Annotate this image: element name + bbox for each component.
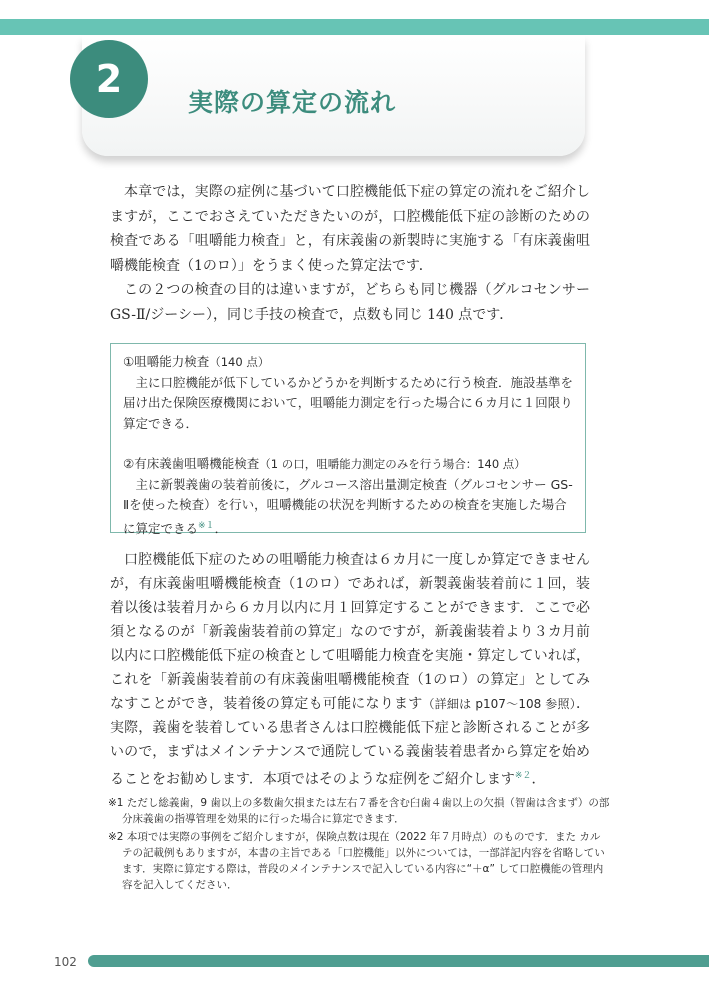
exam-item-1-heading bbox=[123, 352, 573, 373]
intro-section bbox=[110, 180, 590, 327]
chapter-title: 実際の算定の流れ bbox=[188, 88, 397, 117]
exam-item-2-end: ． bbox=[214, 520, 228, 536]
intro-paragraph-2: この２つの検査の目的は違いますが，どちらも同じ機器（グルコセンサー GS-Ⅱ/ジーシー），同じ手技の検査で，点数も同じ 140 点です． bbox=[110, 282, 590, 323]
exam-item-2-heading bbox=[123, 454, 573, 475]
bottom-band bbox=[88, 955, 709, 967]
page-number: 102 bbox=[54, 955, 77, 969]
box-spacer bbox=[123, 434, 573, 454]
main-paragraph-text-2: ．実際，義歯を装着している患者さんは口腔機能低下症と診断されることが多いので，まずはメインテナンスで通院している義歯装着患者から算定を始めることをお勧めします．本項ではそのような症例をご紹介します bbox=[110, 696, 590, 788]
main-paragraph-end: ． bbox=[531, 771, 546, 788]
exam-item-2-text: 主に新製義歯の装着前後に，グルコース溶出量測定検査（グルコセンサー GS-Ⅱを使った検査）を行い，咀嚼機能の状況を判断するための検査を実施した場合に算定できる bbox=[123, 476, 573, 536]
exam-item-1-description: 主に口腔機能が低下しているかどうかを判断するために行う検査．施設基準を届け出た保険医療機関において，咀嚼能力測定を行った場合に６カ月に１回限り算定できる． bbox=[123, 374, 574, 431]
intro-paragraph-1: 本章では，実際の症例に基づいて口腔機能低下症の算定の流れをご紹介しますが，ここでおさえていただきたいのが，口腔機能低下症の診断のための検査である「咀嚼能力検査」と，有床義歯の新製時に実施する「有床義歯咀嚼機能検査（1のロ）」をうまく使った算定法です． bbox=[110, 184, 590, 274]
exam-item-1-title: ①咀嚼能力検査 bbox=[123, 354, 210, 369]
exam-item-2-title: ②有床義歯咀嚼機能検査 bbox=[123, 456, 260, 471]
footnote-ref-2: ※２ bbox=[514, 771, 532, 781]
exam-info-box bbox=[110, 343, 586, 536]
exam-item-1-points: （140 点） bbox=[209, 355, 270, 369]
footnote-2: ※2 本項では実際の事例をご紹介しますが，保険点数は現在（2022 年７月時点）のものです．また カルテの記載例もありますが，本書の主旨である「口腔機能」以外については，一部詳記内容を省略しています．実際に算定する際は，普段のメインテナンスで記入している内容に“＋α” して口腔機能の管理内容を記入してください． bbox=[108, 831, 605, 891]
footnote-1: ※1 ただし総義歯，9 歯以上の多数歯欠損または左右７番を含む臼歯４歯以上の欠損（智歯は含まず）の部分床義歯の指導管理を効果的に行った場合に算定できます． bbox=[108, 797, 610, 825]
page-reference: （詳細は p107〜108 参照） bbox=[422, 697, 576, 711]
exam-item-2-description bbox=[123, 475, 573, 540]
chapter-number: 2 bbox=[95, 57, 123, 101]
chapter-number-badge bbox=[70, 40, 148, 118]
main-section bbox=[110, 548, 590, 792]
main-paragraph bbox=[110, 548, 590, 792]
footnote-ref-1: ※１ bbox=[198, 520, 215, 531]
top-band bbox=[0, 19, 709, 35]
exam-item-2-points: （1 の口，咀嚼能力測定のみを行う場合：140 点） bbox=[259, 457, 526, 471]
main-paragraph-text: 口腔機能低下症のための咀嚼能力検査は６カ月に一度しか算定できませんが，有床義歯咀嚼機能検査（1のロ）であれば，新製義歯装着前に１回，装着以後は装着月から６カ月以内に月１回算定することができます．ここで必須となるのが「新義歯装着前の算定」なのですが，新義歯装着より３カ月前以内に口腔機能低下症の検査として咀嚼能力検査を実施・算定していれば，これを「新義歯装着前の有床義歯咀嚼機能検査（1のロ）の算定」としてみなすことができ，装着後の算定も可能になります bbox=[110, 552, 590, 712]
